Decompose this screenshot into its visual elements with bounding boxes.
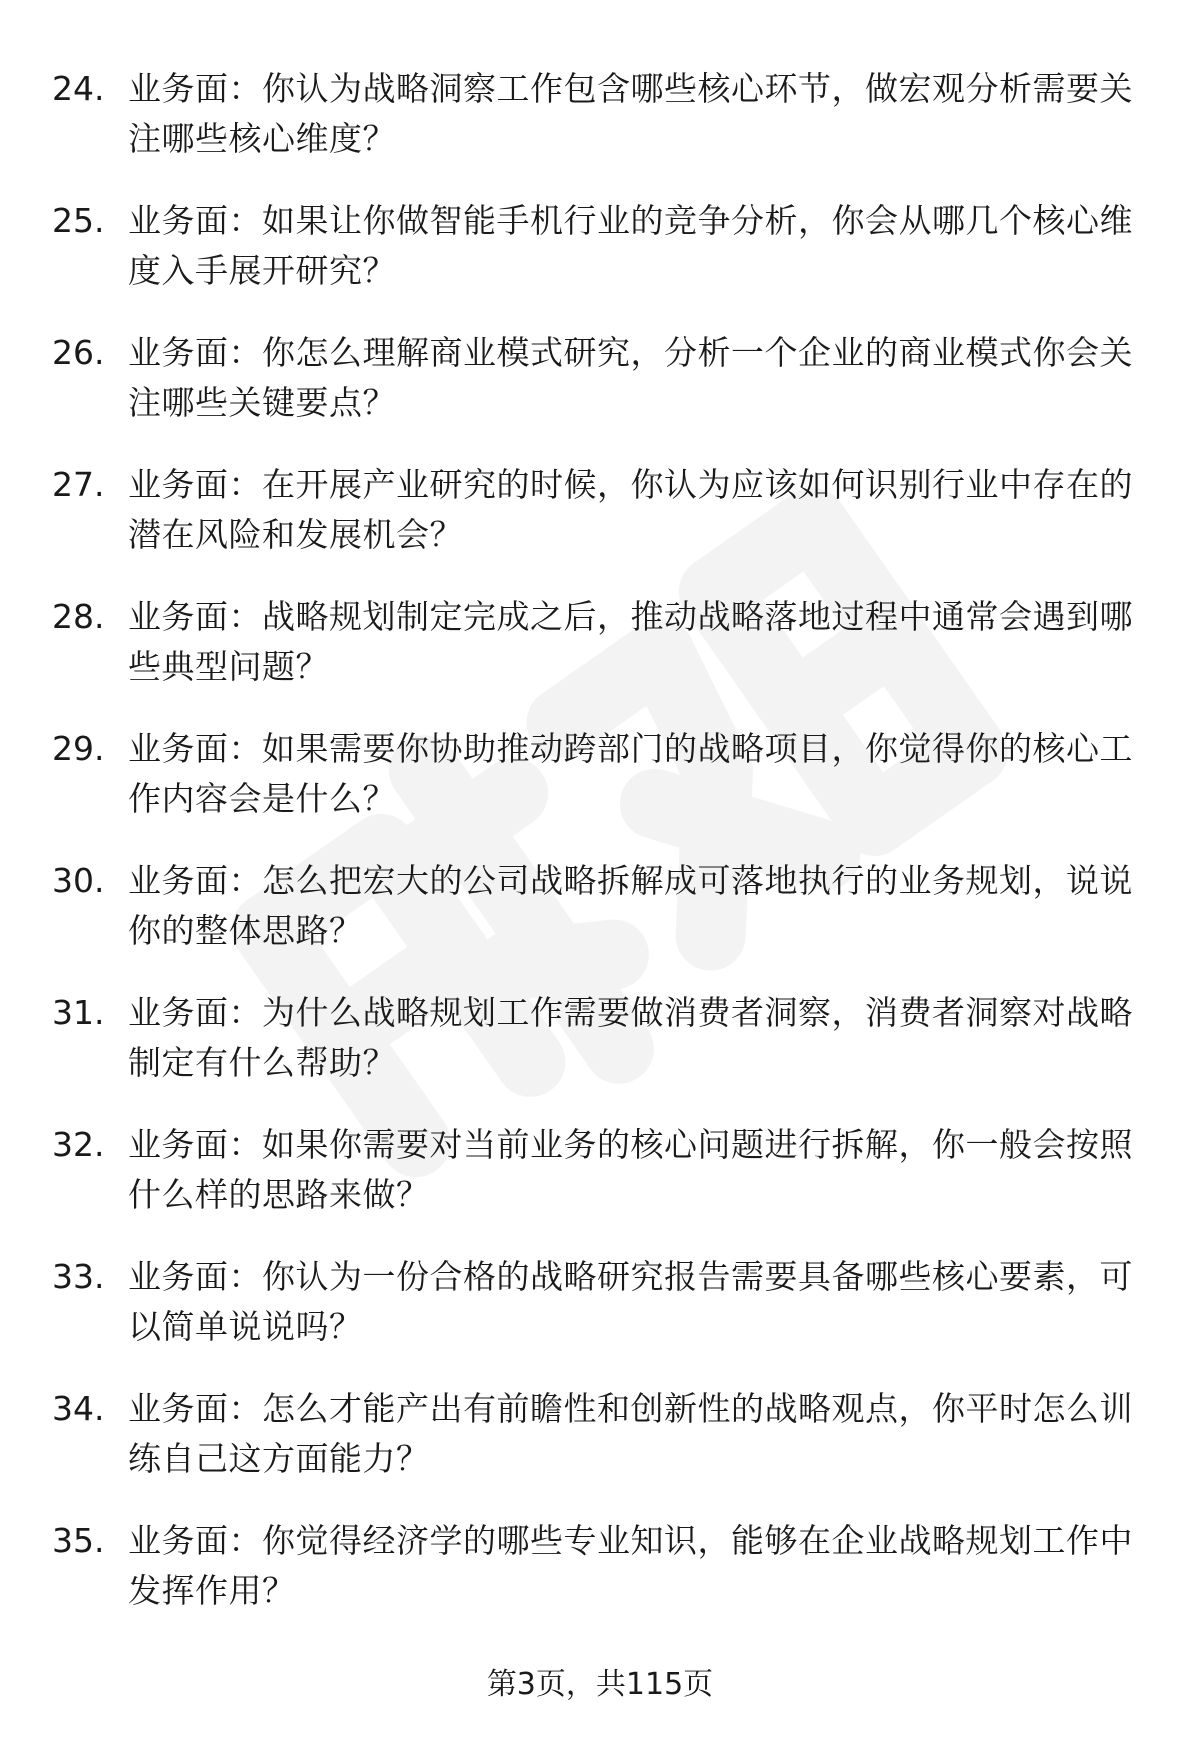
question-text: 业务面：怎么才能产出有前瞻性和创新性的战略观点，你平时怎么训练自己这方面能力？ — [128, 1389, 1133, 1478]
question-item — [0, 846, 1200, 978]
question-text: 业务面：你认为战略洞察工作包含哪些核心环节，做宏观分析需要关注哪些核心维度？ — [128, 69, 1133, 158]
question-number: 34. — [52, 1389, 105, 1428]
question-number: 25. — [52, 201, 105, 240]
question-number: 31. — [52, 993, 105, 1032]
question-text: 业务面：你觉得经济学的哪些专业知识，能够在企业战略规划工作中发挥作用？ — [128, 1521, 1133, 1610]
question-text: 业务面：为什么战略规划工作需要做消费者洞察，消费者洞察对战略制定有什么帮助？ — [128, 993, 1133, 1082]
question-item — [0, 186, 1200, 318]
question-text: 业务面：如果需要你协助推动跨部门的战略项目，你觉得你的核心工作内容会是什么？ — [128, 729, 1133, 818]
question-item — [0, 978, 1200, 1110]
question-number: 33. — [52, 1257, 105, 1296]
page-footer — [0, 1660, 1200, 1710]
question-number: 35. — [52, 1521, 105, 1560]
question-item — [0, 714, 1200, 846]
question-text: 业务面：你认为一份合格的战略研究报告需要具备哪些核心要素，可以简单说说吗？ — [128, 1257, 1133, 1346]
question-number: 29. — [52, 729, 105, 768]
question-number: 32. — [52, 1125, 105, 1164]
page-number-label: 第3页，共115页 — [486, 1667, 714, 1702]
question-number: 28. — [52, 597, 105, 636]
question-item — [0, 1506, 1200, 1638]
question-item — [0, 54, 1200, 186]
question-item — [0, 582, 1200, 714]
question-item — [0, 1110, 1200, 1242]
question-item — [0, 318, 1200, 450]
question-text: 业务面：如果你需要对当前业务的核心问题进行拆解，你一般会按照什么样的思路来做？ — [128, 1125, 1133, 1214]
question-text: 业务面：你怎么理解商业模式研究，分析一个企业的商业模式你会关注哪些关键要点？ — [128, 333, 1133, 422]
question-item — [0, 1242, 1200, 1374]
question-text: 业务面：战略规划制定完成之后，推动战略落地过程中通常会遇到哪些典型问题？ — [128, 597, 1133, 686]
question-number: 30. — [52, 861, 105, 900]
question-number: 24. — [52, 69, 105, 108]
question-list — [0, 54, 1200, 1638]
question-text: 业务面：如果让你做智能手机行业的竞争分析，你会从哪几个核心维度入手展开研究？ — [128, 201, 1133, 290]
question-text: 业务面：在开展产业研究的时候，你认为应该如何识别行业中存在的潜在风险和发展机会？ — [128, 465, 1133, 554]
question-number: 26. — [52, 333, 105, 372]
question-number: 27. — [52, 465, 105, 504]
question-item — [0, 450, 1200, 582]
question-item — [0, 1374, 1200, 1506]
question-text: 业务面：怎么把宏大的公司战略拆解成可落地执行的业务规划，说说你的整体思路？ — [128, 861, 1133, 950]
